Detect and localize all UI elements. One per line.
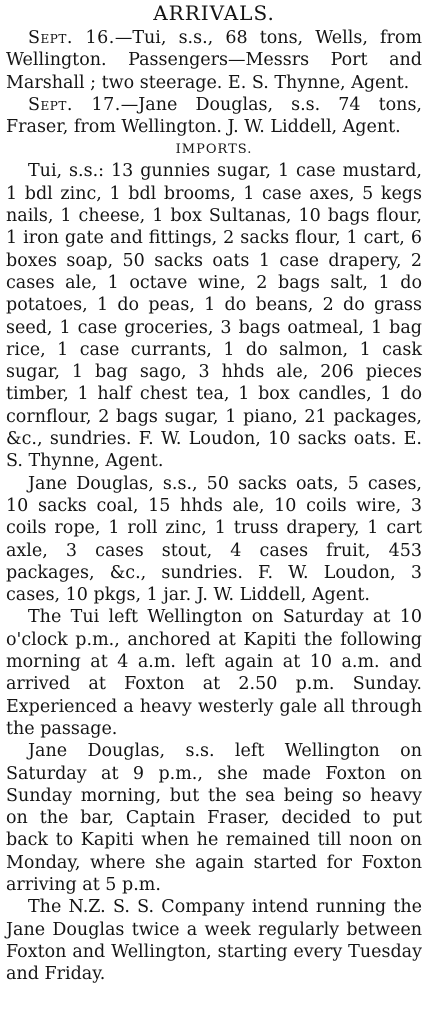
- imports-paragraph: Jane Douglas, s.s., 50 sacks oats, 5 cases, 10 sacks coal, 15 hhds ale, 10 coils wire, 3 coils rope, 1 roll zinc, 1 truss drapery, 1 cart axle, 3 cases stout, 4 cases fruit, 453 packages, &c., sundries. F. W. Loudon, 3 cases, 10 pkgs, 1 jar. J. W. Liddell, Agent.: [6, 473, 422, 606]
- shipping-report: Jane Douglas, s.s. left Wellington on Saturday at 9 p.m., she made Foxton on Sunday morning, but the sea being so heavy on the bar, Captain Fraser, decided to put back to Kapiti when he remained till noon on Monday, where she again started for Foxton arriving at 5 p.m.: [6, 741, 422, 895]
- arrival-entry: [6, 94, 422, 139]
- shipping-report: The N.Z. S. S. Company intend running the Jane Douglas twice a week regularly between Foxton and Wellington, starting every Tuesday and Friday.: [6, 897, 422, 985]
- arrival-date: Sept. 17.: [28, 94, 121, 115]
- imports-paragraph: Tui, s.s.: 13 gunnies sugar, 1 case mustard, 1 bdl zinc, 1 bdl brooms, 1 case axes, 5 kegs nails, 1 cheese, 1 box Sultanas, 10 bags flour, 1 iron gate and fittings, 2 sacks flour, 1 cart, 6 boxes soap, 50 sacks oats 1 case drapery, 2 cases ale, 1 octave wine, 2 bags salt, 1 do potatoes, 1 do peas, 1 do beans, 2 do grass seed, 1 case groceries, 3 bags oatmeal, 1 bag rice, 1 case currants, 1 do salmon, 1 cask sugar, 1 bag sago, 3 hhds ale, 206 pieces timber, 1 half chest tea, 1 box candles, 1 do cornflour, 2 bags sugar, 1 piano, 21 packages, &c., sundries. F. W. Loudon, 10 sacks oats. E. S. Thynne, Agent.: [6, 161, 422, 472]
- shipping-report: The Tui left Wellington on Saturday at 10 o'clock p.m., anchored at Kapiti the following morning at 4 a.m. left again at 10 a.m. and arrived at Foxton at 2.50 p.m. Sunday. Experienced a heavy westerly gale all through the passage.: [6, 607, 422, 739]
- arrivals-heading: ARRIVALS.: [153, 1, 275, 25]
- arrival-text: —Jane Douglas, s.s. 74 tons, Fraser, from Wellington. J. W. Liddell, Agent.: [6, 94, 422, 138]
- arrival-text: —Tui, s.s., 68 tons, Wells, from Wellington. Passengers—Messrs Port and Marshall ; two steerage. E. S. Thynne, Agent.: [6, 28, 422, 93]
- arrival-date: Sept. 16.: [28, 28, 115, 48]
- arrival-entry: [6, 27, 422, 94]
- imports-heading: IMPORTS.: [175, 142, 253, 158]
